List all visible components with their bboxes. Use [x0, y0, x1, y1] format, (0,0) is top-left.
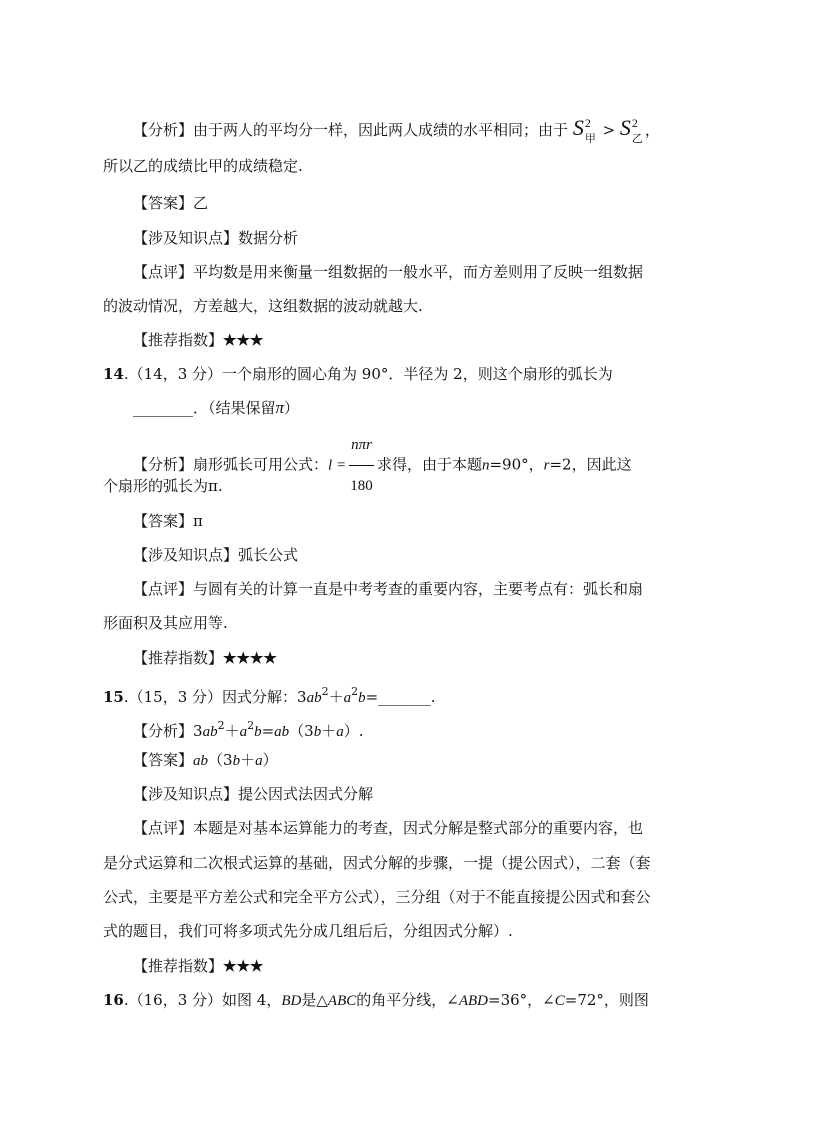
q14-analysis-label: 【分析】	[133, 455, 194, 474]
q15-blank: _______	[378, 688, 431, 706]
q15-rating	[133, 956, 263, 976]
q15-rating-stars: ★★★	[223, 957, 264, 975]
q15-review-label: 【点评】	[133, 819, 194, 837]
q14-review-text-a: 与圆有关的计算一直是中考考查的重要内容，主要考点有：弧长和扇	[193, 580, 644, 598]
q14-stem-line-2	[133, 398, 299, 418]
q14-analysis-text-a2: 求得，由于本题	[376, 455, 482, 474]
q13-variance-yi: S 2 乙	[619, 115, 643, 145]
q15-analysis	[133, 716, 364, 742]
q13-variance-jia: S 2 甲	[572, 115, 596, 145]
q16-stem-text-d: =36°，∠	[488, 991, 555, 1009]
q16-bd: BD	[281, 993, 302, 1009]
q16-stem-text-c: 的角平分线，∠	[356, 991, 459, 1009]
q13-review-line-1	[133, 262, 643, 282]
q14-answer	[133, 511, 203, 531]
q15-expression: $3ab^2+a^2b=$	[297, 685, 379, 706]
q15-number: 15	[103, 688, 124, 706]
q14-rating	[133, 648, 277, 668]
q13-analysis-line-1	[133, 115, 660, 145]
q14-blank: ________	[133, 399, 193, 417]
q15-stem-end: .	[430, 688, 436, 706]
q14-pi: π	[275, 398, 285, 417]
q16-c: C	[554, 993, 565, 1009]
q13-analysis-text-a: 由于两人的平均分一样，因此两人成绩的水平相同；由于	[193, 121, 569, 139]
q15-rating-label: 【推荐指数】	[133, 957, 224, 975]
q15-kp-label: 【涉及知识点】	[133, 785, 239, 803]
q13-comma: ，	[644, 121, 660, 139]
q14-kp-value: 弧长公式	[238, 546, 299, 564]
q13-kp-label: 【涉及知识点】	[133, 229, 239, 247]
q13-review-label: 【点评】	[133, 263, 194, 281]
q14-stem-text-c: ）	[284, 399, 300, 417]
q14-rating-stars: ★★★★	[223, 649, 277, 667]
q14-stem-text-b: ．（结果保留	[193, 399, 276, 417]
q15-analysis-label: 【分析】	[133, 722, 194, 740]
q15-review-text-a: 本题是对基本运算能力的考查，因式分解是整式部分的重要内容，也	[193, 819, 644, 837]
q14-number: 14	[103, 365, 124, 383]
q15-answer-value: ab（3b＋a）	[193, 751, 278, 769]
q15-review-line-3: 公式，主要是平方差公式和完全平方公式），三分组（对于不能直接提公因式和套公	[103, 888, 651, 906]
q15-review-line-4: 式的题目，我们可将多项式先分成几组后后，分组因式分解）.	[103, 922, 513, 940]
q14-stem-text-a: .（14，3 分）一个扇形的圆心角为 90°．半径为 2，则这个扇形的弧长为	[123, 365, 613, 383]
q14-kp-label: 【涉及知识点】	[133, 546, 239, 564]
q16-stem-text-e: =72°，则图	[564, 991, 649, 1009]
q14-analysis-line-2: 个扇形的弧长为π.	[103, 477, 223, 495]
q15-knowledge-point	[133, 784, 373, 804]
q16-abc: ABC	[327, 993, 357, 1009]
q14-r-var: r	[543, 457, 550, 474]
q14-answer-value: π	[193, 512, 203, 530]
q13-rating-stars: ★★★	[223, 331, 264, 349]
q14-knowledge-point	[133, 545, 298, 565]
q16-stem	[103, 990, 649, 1011]
q15-analysis-expression: $3ab^2+a^2b=ab(3b+a)$.	[193, 719, 364, 740]
q13-rating-label: 【推荐指数】	[133, 331, 224, 349]
q14-n-val: =90°，	[489, 455, 544, 474]
q13-answer	[133, 193, 208, 213]
q16-abd: ABD	[458, 993, 488, 1009]
q14-r-val: =2，因此这	[549, 455, 632, 474]
q13-knowledge-point	[133, 228, 298, 248]
q15-stem	[103, 682, 435, 708]
q13-answer-label: 【答案】	[133, 194, 194, 212]
q15-answer	[133, 750, 278, 771]
q14-analysis-text-a: 扇形弧长可用公式：	[193, 455, 329, 474]
q13-analysis-label: 【分析】	[133, 121, 194, 139]
q14-review-line-2: 形面积及其应用等.	[103, 614, 228, 632]
q14-formula-lhs: l =	[328, 457, 347, 474]
q15-kp-value: 提公因式法因式分解	[238, 785, 374, 803]
q13-answer-value: 乙	[193, 194, 209, 212]
q14-formula-numerator: nπr	[349, 426, 374, 466]
q15-answer-label: 【答案】	[133, 751, 194, 769]
q16-number: 16	[103, 991, 124, 1009]
q15-stem-text-a: .（15，3 分）因式分解：	[123, 688, 298, 706]
q13-rating	[133, 330, 263, 350]
q13-kp-value: 数据分析	[238, 229, 299, 247]
q14-rating-label: 【推荐指数】	[133, 649, 224, 667]
q13-review-text-a: 平均数是用来衡量一组数据的一般水平，而方差则用了反映一组数据	[193, 263, 644, 281]
q13-analysis-line-2: 所以乙的成绩比甲的成绩稳定.	[103, 157, 303, 175]
q13-gt: >	[597, 121, 620, 139]
q14-formula-fraction	[349, 426, 374, 505]
q14-formula-denominator: 180	[350, 478, 373, 494]
q14-answer-label: 【答案】	[133, 512, 194, 530]
q14-n-var: n	[481, 457, 490, 474]
q16-stem-text-b: 是△	[301, 991, 328, 1009]
q14-review-line-1	[133, 579, 643, 599]
q14-review-label: 【点评】	[133, 580, 194, 598]
q14-stem-line-1	[103, 364, 613, 384]
q13-review-line-2: 的波动情况，方差越大，这组数据的波动就越大.	[103, 297, 423, 315]
q15-review-line-2: 是分式运算和二次根式运算的基础，因式分解的步骤，一提（提公因式），二套（套	[103, 854, 651, 872]
q15-review-line-1	[133, 818, 643, 838]
q16-stem-text-a: .（16，3 分）如图 4，	[123, 991, 282, 1009]
